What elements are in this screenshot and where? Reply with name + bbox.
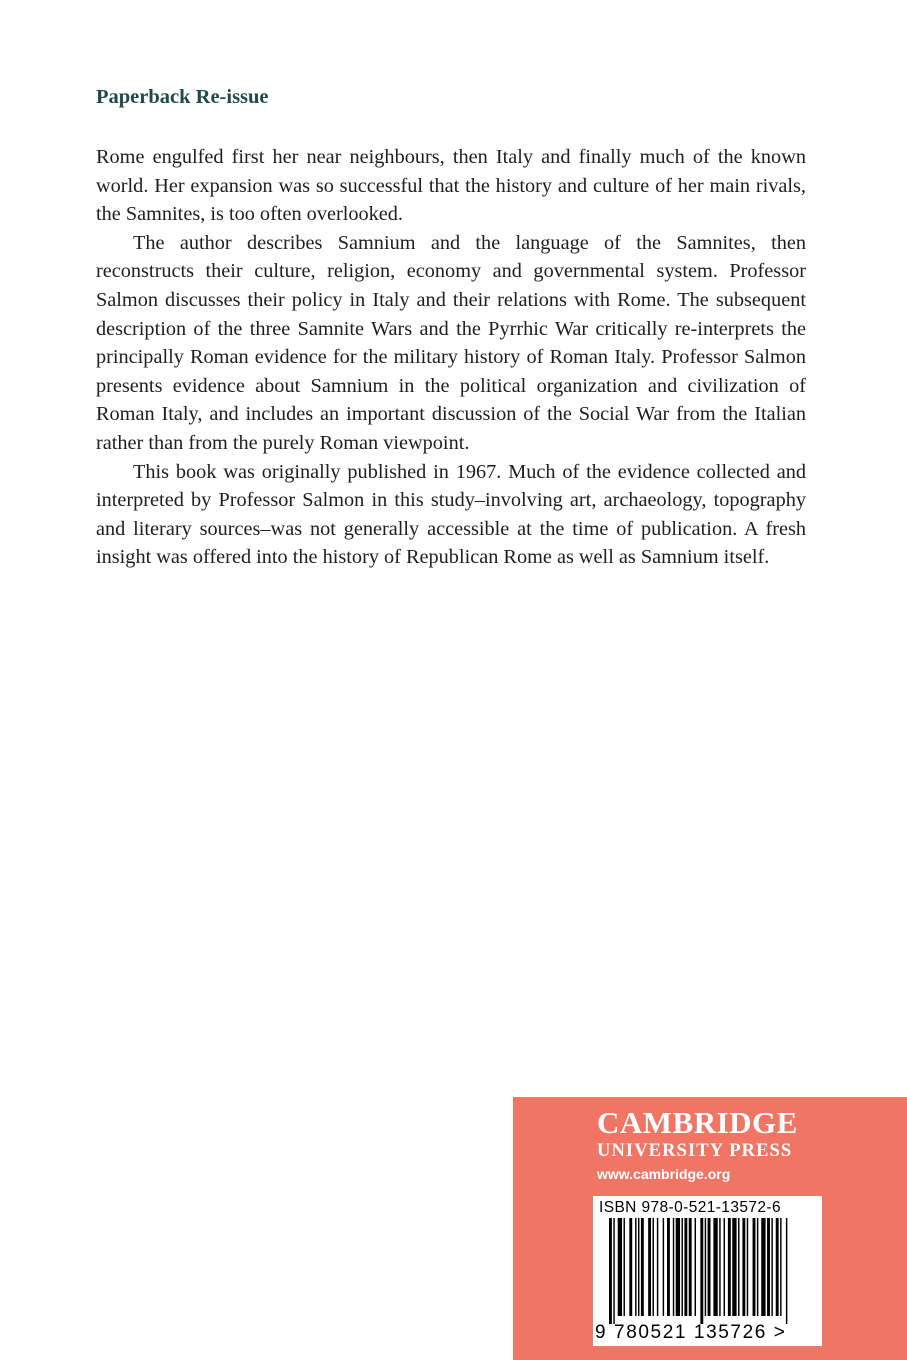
barcode-bar <box>695 1218 696 1316</box>
barcode-bar <box>761 1218 765 1316</box>
barcode-bar <box>767 1218 770 1316</box>
barcode-bar <box>757 1218 758 1316</box>
barcode-bar <box>613 1218 614 1324</box>
barcode-bar <box>641 1218 644 1316</box>
barcode-bar <box>738 1218 739 1316</box>
barcode-digits: 9 780521 135726 > <box>595 1322 787 1343</box>
barcode-bar <box>724 1218 725 1316</box>
publisher-panel <box>513 1097 907 1360</box>
barcode-bar <box>657 1218 658 1316</box>
barcode-bar <box>771 1218 772 1316</box>
barcode-bars <box>593 1218 822 1324</box>
barcode-bar <box>663 1218 664 1316</box>
barcode-bar <box>638 1218 639 1316</box>
barcode-bar <box>684 1218 687 1316</box>
publisher-name: CAMBRIDGE <box>597 1105 798 1140</box>
barcode-bar <box>708 1218 711 1316</box>
barcode-bar <box>676 1218 680 1316</box>
barcode-bar <box>780 1218 781 1316</box>
barcode-bar <box>673 1218 674 1316</box>
blurb-text <box>96 143 806 572</box>
barcode-bar <box>776 1218 779 1316</box>
barcode-bar <box>629 1218 632 1316</box>
blurb-paragraph-1: Rome engulfed first her near neighbours, then Italy and finally much of the known world. Her expansion was so successful that the history and culture of her main rivals, the Samnites, is too often overlooked. <box>96 146 806 226</box>
barcode-bar <box>609 1218 612 1324</box>
barcode-bar <box>719 1218 720 1316</box>
barcode <box>593 1196 822 1346</box>
barcode-bar <box>618 1218 622 1316</box>
barcode-bar <box>713 1218 717 1316</box>
barcode-bar <box>700 1218 703 1324</box>
barcode-bar <box>624 1218 625 1316</box>
barcode-bar <box>753 1218 756 1316</box>
barcode-bar <box>648 1218 651 1316</box>
barcode-bar <box>635 1218 636 1316</box>
barcode-bar <box>682 1218 683 1316</box>
blurb-paragraph-3: This book was originally published in 1967. Much of the evidence collected and interpreted by Professor Salmon in this study–involving art, archaeology, topography and literary sources–was not generally accessible at the time of publication. A fresh insight was offered into the history of Republican Rome as well as Samnium itself. <box>96 460 806 569</box>
barcode-bar <box>747 1218 748 1316</box>
publisher-url: www.cambridge.org <box>597 1166 731 1182</box>
publisher-subtitle: UNIVERSITY PRESS <box>597 1141 793 1161</box>
barcode-bar <box>653 1218 654 1316</box>
barcode-bar <box>689 1218 692 1316</box>
barcode-bar <box>786 1218 787 1324</box>
barcode-bar <box>728 1218 731 1316</box>
barcode-bar <box>732 1218 736 1316</box>
barcode-bar <box>742 1218 745 1316</box>
barcode-bar <box>667 1218 670 1316</box>
blurb-paragraph-2: The author describes Samnium and the language of the Samnites, then reconstructs their culture, religion, economy and governmental system. Professor Salmon discusses their policy in Italy and their relations with Rome. The subsequent description of the three Samnite Wars and the Pyrrhic War critically re-interprets the principally Roman evidence for the military history of Roman Italy. Professor Salmon presents evidence about Samnium in the political organization and civilization of Roman Italy, and includes an important discussion of the Social War from the Italian rather than from the purely Roman viewpoint. <box>96 231 806 454</box>
barcode-bar <box>705 1218 706 1316</box>
cover-heading: Paperback Re-issue <box>96 86 269 108</box>
isbn-label: ISBN 978-0-521-13572-6 <box>599 1199 781 1216</box>
